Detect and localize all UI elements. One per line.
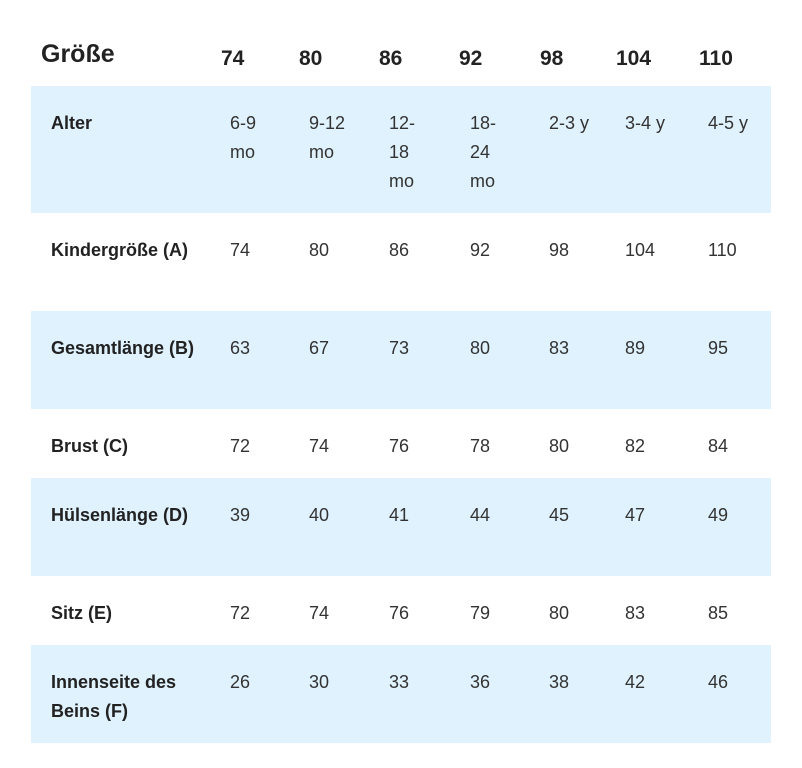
row-label: Kindergröße (A) xyxy=(51,240,188,260)
table-cell: 92 xyxy=(470,240,491,260)
table-cell: 84 xyxy=(708,436,729,456)
column-header-98: 98 xyxy=(540,47,564,70)
table-cell: 46 xyxy=(708,672,729,692)
table-cell: 80 xyxy=(309,240,330,260)
table-row-alter xyxy=(31,86,771,213)
table-cell: 80 xyxy=(549,603,570,623)
column-header-104: 104 xyxy=(616,47,652,70)
table-cell: 6-9 mo xyxy=(230,113,257,162)
column-header-110: 110 xyxy=(699,47,733,70)
table-cell: 104 xyxy=(625,240,656,260)
table-cell: 83 xyxy=(549,338,570,358)
table-cell: 9-12 mo xyxy=(309,113,346,162)
table-row-sitz xyxy=(31,576,771,645)
row-label: Brust (C) xyxy=(51,436,128,456)
table-cell: 2-3 y xyxy=(549,113,590,133)
table-row-brust xyxy=(31,409,771,478)
row-label: Alter xyxy=(51,113,93,133)
table-cell: 39 xyxy=(230,505,251,525)
table-cell: 42 xyxy=(625,672,646,692)
table-cell: 44 xyxy=(470,505,491,525)
table-cell: 85 xyxy=(708,603,729,623)
table-cell: 86 xyxy=(389,240,410,260)
table-cell: 3-4 y xyxy=(625,113,666,133)
table-title: Größe xyxy=(41,40,115,68)
table-cell: 26 xyxy=(230,672,251,692)
table-cell: 38 xyxy=(549,672,570,692)
table-cell: 89 xyxy=(625,338,646,358)
table-cell: 4-5 y xyxy=(708,113,749,133)
table-cell: 98 xyxy=(549,240,570,260)
table-cell: 72 xyxy=(230,436,251,456)
table-row-kindergroesse xyxy=(31,213,771,311)
table-cell: 83 xyxy=(625,603,646,623)
table-cell: 33 xyxy=(389,672,410,692)
table-cell: 30 xyxy=(309,672,330,692)
table-cell: 12-18 mo xyxy=(389,113,416,191)
table-cell: 47 xyxy=(625,505,646,525)
table-cell: 72 xyxy=(230,603,251,623)
table-cell: 18-24 mo xyxy=(470,113,497,191)
table-cell: 41 xyxy=(389,505,410,525)
table-cell: 36 xyxy=(470,672,491,692)
table-cell: 74 xyxy=(309,603,330,623)
table-cell: 40 xyxy=(309,505,330,525)
table-cell: 76 xyxy=(389,603,410,623)
table-cell: 76 xyxy=(389,436,410,456)
table-cell: 95 xyxy=(708,338,729,358)
row-label: Sitz (E) xyxy=(51,603,112,623)
table-cell: 80 xyxy=(549,436,570,456)
table-cell: 110 xyxy=(708,240,737,260)
table-cell: 79 xyxy=(470,603,491,623)
column-header-86: 86 xyxy=(379,47,403,70)
table-header xyxy=(0,0,802,86)
table-cell: 78 xyxy=(470,436,491,456)
table-cell: 80 xyxy=(470,338,491,358)
row-label: Hülsenlänge (D) xyxy=(51,505,189,525)
column-header-92: 92 xyxy=(459,47,483,70)
table-cell: 74 xyxy=(309,436,330,456)
table-cell: 49 xyxy=(708,505,729,525)
table-cell: 67 xyxy=(309,338,330,358)
table-cell: 74 xyxy=(230,240,251,260)
row-label: Innenseite des Beins (F) xyxy=(51,672,177,721)
table-cell: 82 xyxy=(625,436,646,456)
table-cell: 45 xyxy=(549,505,570,525)
table-cell: 63 xyxy=(230,338,251,358)
table-row-innenseite xyxy=(31,645,771,743)
table-cell: 73 xyxy=(389,338,410,358)
row-label: Gesamtlänge (B) xyxy=(51,338,195,358)
table-row-huelsenlaenge xyxy=(31,478,771,576)
column-header-80: 80 xyxy=(299,47,323,70)
column-header-74: 74 xyxy=(221,47,245,70)
table-row-gesamtlaenge xyxy=(31,311,771,409)
